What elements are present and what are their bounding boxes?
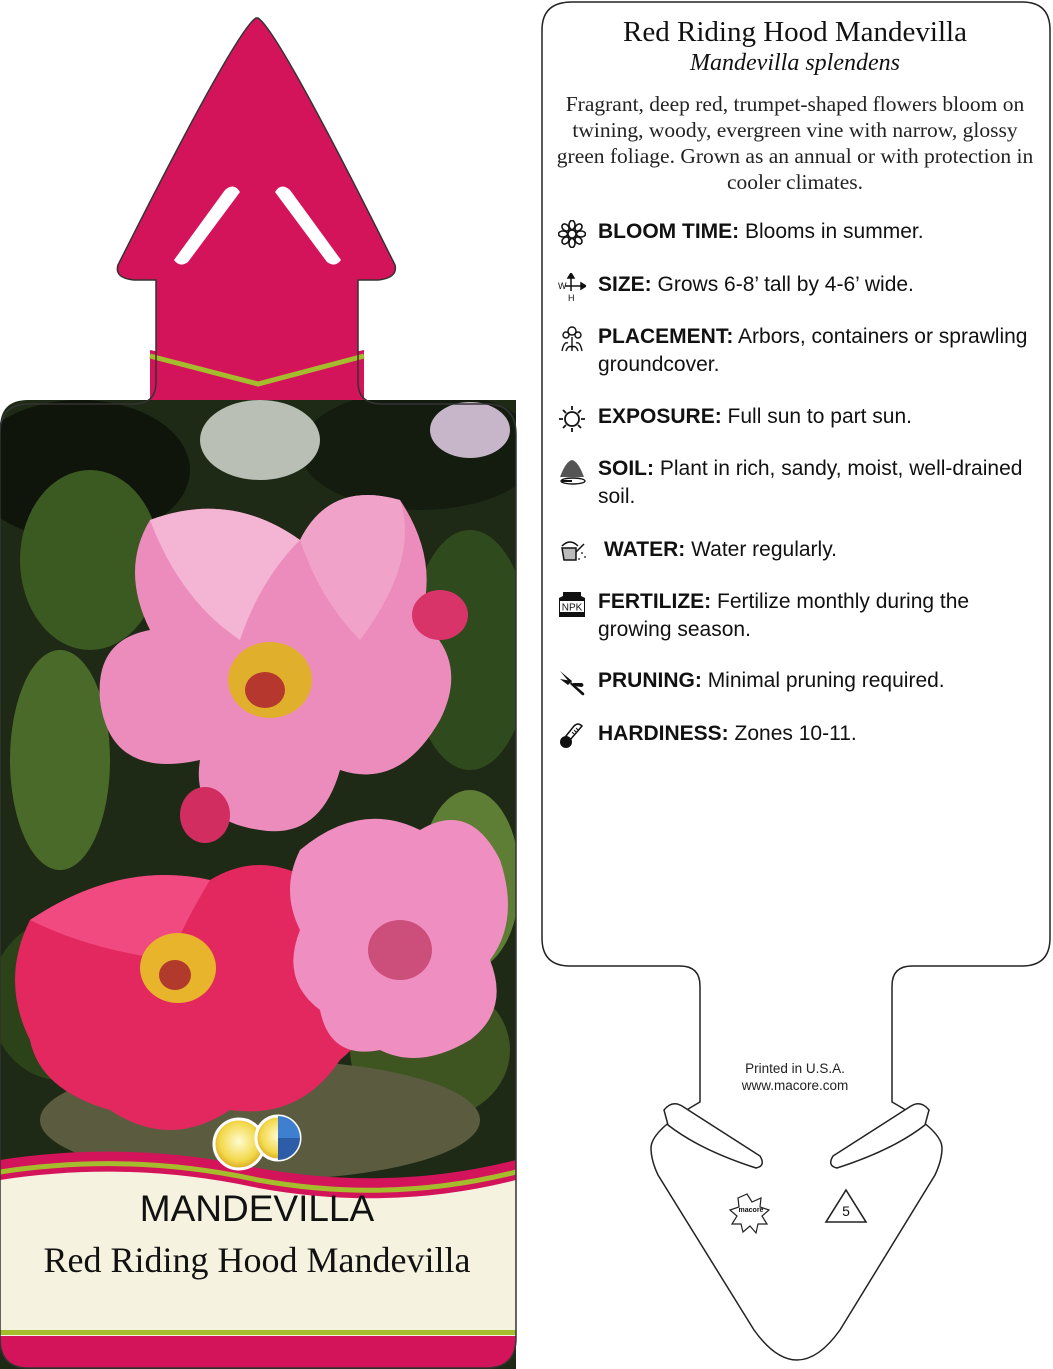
- sun-icon: [558, 405, 586, 433]
- care-exposure: [558, 403, 1038, 433]
- size-arrows-icon: [558, 273, 586, 301]
- care-text: Plant in rich, sandy, moist, well-drained soil.: [598, 457, 1023, 508]
- front-tag: [0, 18, 540, 1369]
- care-label: HARDINESS:: [598, 722, 729, 745]
- care-soil: [558, 455, 1038, 513]
- tag-spike: [117, 18, 395, 400]
- npk-icon-text: NPK: [561, 602, 583, 614]
- plant-description: Fragrant, deep red, trumpet-shaped flowers bloom on twining, woody, evergreen vine with narrow, glossy green foliage. Grown as an annual or with protection in cooler climates.: [556, 92, 1034, 194]
- npk-icon: [558, 590, 586, 618]
- care-text: Blooms in summer.: [745, 220, 924, 243]
- care-label: FERTILIZE:: [598, 590, 712, 613]
- website: www.macore.com: [741, 1078, 849, 1093]
- size-icon-h: H: [568, 293, 575, 301]
- label-bottom-lime: [0, 1330, 516, 1335]
- care-label: WATER:: [604, 538, 686, 561]
- care-label: PRUNING:: [598, 669, 702, 692]
- care-bloom-time: [558, 218, 1038, 248]
- care-label: BLOOM TIME:: [598, 220, 740, 243]
- thermometer-icon: [558, 722, 586, 750]
- soil-icon: [558, 457, 586, 485]
- care-text: Fertilize monthly during the growing season.: [598, 590, 970, 641]
- care-size: [558, 271, 1038, 301]
- care-text: Minimal pruning required.: [707, 669, 945, 692]
- care-pruning: [558, 667, 1038, 697]
- care-label: PLACEMENT:: [598, 325, 734, 348]
- care-label: EXPOSURE:: [598, 405, 722, 428]
- recycle-number: 5: [842, 1203, 850, 1219]
- care-fertilize: [558, 588, 1038, 646]
- care-water: [558, 536, 1038, 566]
- care-text: Water regularly.: [691, 538, 837, 561]
- common-name: Red Riding Hood Mandevilla: [623, 16, 967, 48]
- watering-can-icon: [558, 538, 586, 566]
- care-text: Grows 6-8’ tall by 4-6’ wide.: [657, 273, 914, 296]
- care-text: Arbors, containers or sprawling groundcover.: [598, 325, 1028, 376]
- botanical-name: Mandevilla splendens: [690, 50, 900, 76]
- front-genus: MANDEVILLA: [139, 1188, 375, 1229]
- printed-in: Printed in U.S.A.: [745, 1061, 845, 1076]
- care-placement: [558, 323, 1038, 381]
- macore-logo-text: macore: [738, 1207, 764, 1214]
- pruners-icon: [558, 669, 586, 697]
- care-label: SOIL:: [598, 457, 654, 480]
- plants-icon: [558, 325, 586, 353]
- size-icon-w: W: [558, 281, 567, 291]
- care-text: Zones 10-11.: [734, 722, 857, 745]
- care-hardiness: [558, 720, 1038, 750]
- front-variety: Red Riding Hood Mandevilla: [43, 1240, 471, 1280]
- label-bottom-magenta: [0, 1336, 516, 1369]
- care-label: SIZE:: [598, 273, 652, 296]
- flower-icon: [558, 220, 586, 248]
- printed-info: [700, 1060, 890, 1094]
- care-text: Full sun to part sun.: [727, 405, 912, 428]
